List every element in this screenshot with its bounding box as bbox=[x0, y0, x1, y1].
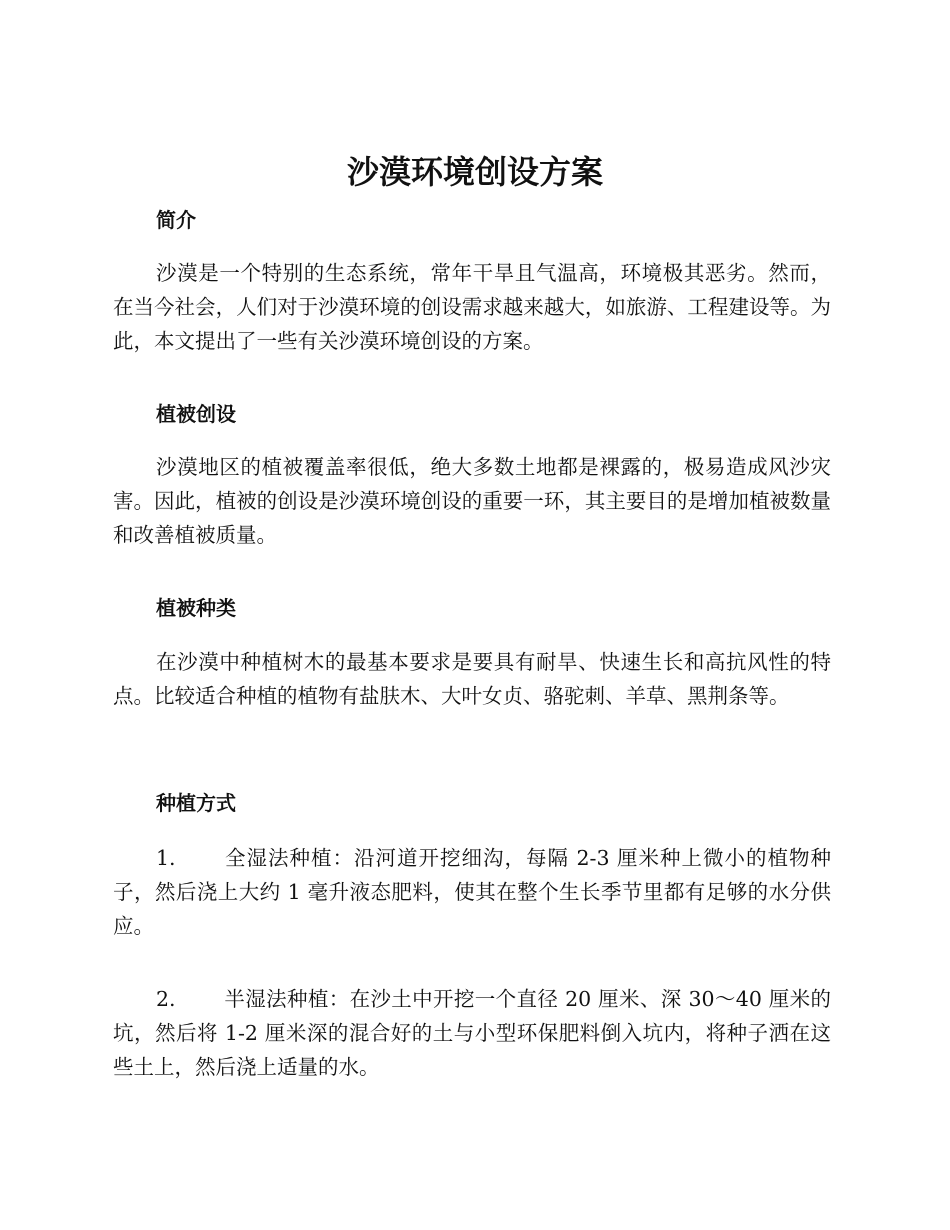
list-item-text: 半湿法种植：在沙土中开挖一个直径 20 厘米、深 30～40 厘米的坑，然后将 1-2 厘米深的混合好的土与小型环保肥料倒入坑内，将种子洒在这些土上，然后浇上适量的水。 bbox=[113, 987, 831, 1079]
list-item bbox=[113, 982, 831, 1084]
section-paragraph-plant-types: 在沙漠中种植树木的最基本要求是要具有耐旱、快速生长和高抗风性的特点。比较适合种植的植物有盐肤木、大叶女贞、骆驼刺、羊草、黑荆条等。 bbox=[113, 650, 831, 708]
list-item-number: 1. bbox=[156, 846, 176, 870]
section-paragraph-vegetation: 沙漠地区的植被覆盖率很低，绝大多数土地都是裸露的，极易造成风沙灾害。因此，植被的创设是沙漠环境创设的重要一环，其主要目的是增加植被数量和改善植被质量。 bbox=[113, 455, 831, 547]
list-item-number: 2. bbox=[156, 987, 176, 1011]
section-heading-intro: 简介 bbox=[156, 208, 196, 232]
document-title: 沙漠环境创设方案 bbox=[346, 153, 603, 191]
section-heading-plant-types: 植被种类 bbox=[156, 596, 236, 620]
section-heading-vegetation: 植被创设 bbox=[156, 402, 236, 426]
list-item-text: 全湿法种植：沿河道开挖细沟，每隔 2-3 厘米种上微小的植物种子，然后浇上大约 1 毫升液态肥料，使其在整个生长季节里都有足够的水分供应。 bbox=[113, 846, 831, 938]
list-item bbox=[113, 841, 831, 943]
section-heading-planting-methods: 种植方式 bbox=[156, 791, 236, 815]
section-paragraph-intro: 沙漠是一个特别的生态系统，常年干旱且气温高，环境极其恶劣。然而，在当今社会，人们对于沙漠环境的创设需求越来越大，如旅游、工程建设等。为此，本文提出了一些有关沙漠环境创设的方案。 bbox=[113, 261, 831, 353]
